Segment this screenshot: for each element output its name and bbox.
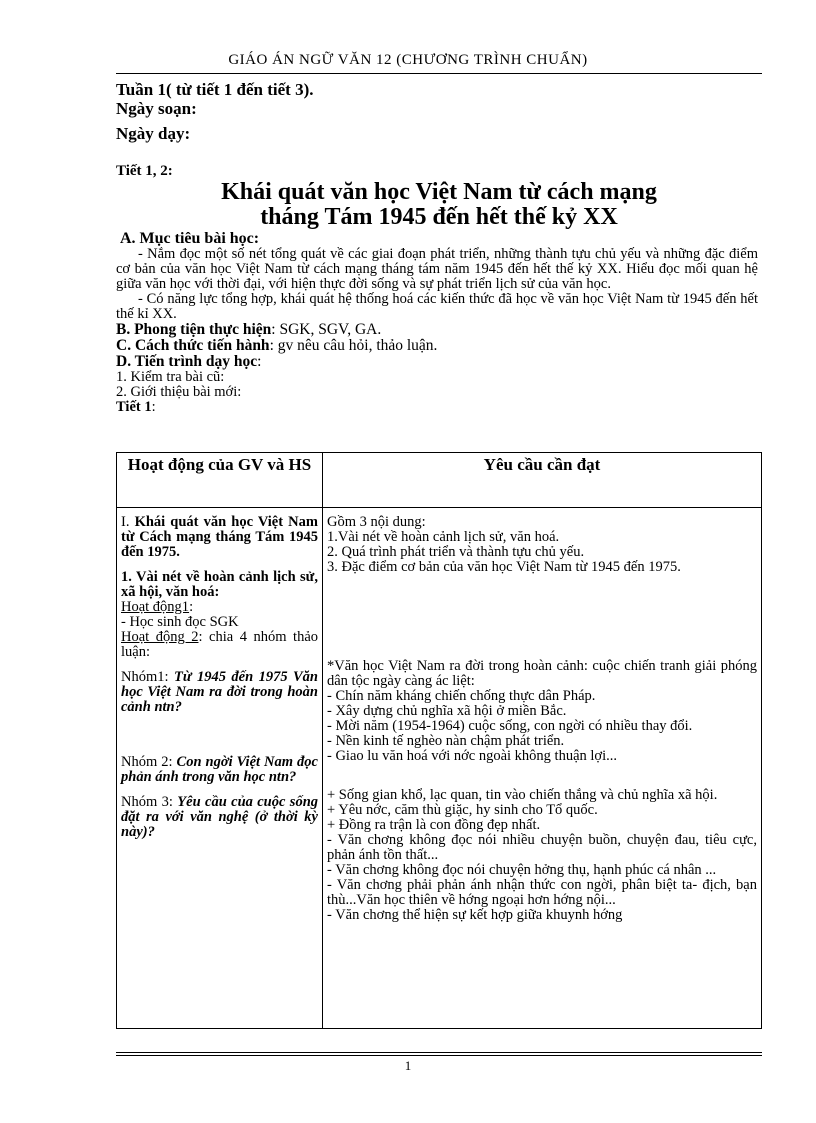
process-line — [116, 354, 758, 370]
activity-1-colon: : — [189, 599, 194, 615]
group-2-prefix: Nhóm 2: — [121, 754, 177, 770]
group-1-prefix: Nhóm1: — [121, 669, 174, 685]
activity-2-line — [121, 630, 318, 660]
group-3-question — [121, 795, 318, 840]
section-1-title: Khái quát văn học Việt Nam từ Cách mạng tháng Tám 1945 đến 1975. — [121, 514, 318, 560]
teach-date: Ngày dạy: — [116, 124, 191, 143]
means-text: : SGK, SGV, GA. — [271, 321, 382, 338]
requirements-cell — [323, 508, 762, 1029]
group-3-text: Yêu cầu của cuộc sống đặt ra với văn nghệ (ở thời kỳ này)? — [121, 794, 319, 840]
objectives-section — [116, 231, 758, 415]
context-item-5: - Giao lu văn hoá với nớc ngoài không thuận lợi... — [327, 748, 617, 764]
req-item-2: 2. Quá trình phát triển và thành tựu chủ yếu. — [327, 544, 585, 560]
process-heading: D. Tiến trình dạy học — [116, 353, 258, 370]
section-1-heading — [121, 515, 318, 560]
group-2-text: Con ngời Việt Nam đọc phản ánh trong văn học ntn? — [121, 754, 318, 785]
footer-rule-second — [116, 1055, 762, 1056]
period-1-line — [116, 400, 758, 415]
people-item-1: + Sống gian khổ, lạc quan, tin vào chiến thắng và chủ nghĩa xã hội. — [327, 787, 718, 803]
requirement-item-2: - Văn chơng không đọc nói chuyện hởng thụ, hạnh phúc cá nhân ... — [327, 862, 717, 878]
context-item-3: - Mời năm (1954-1964) cuộc sống, con ngời có nhiều thay đổi. — [327, 718, 693, 734]
req-item-1: 1.Vài nét về hoàn cảnh lịch sử, văn hoá. — [327, 529, 560, 545]
group-2-question — [121, 755, 318, 785]
activity-1-text: - Học sinh đọc SGK — [121, 614, 239, 630]
running-header: GIÁO ÁN NGỮ VĂN 12 (CHƯƠNG TRÌNH CHUẨN) — [228, 52, 588, 68]
requirement-item-4: - Văn chơng thể hiện sự kết hợp giữa khuynh hớng — [327, 907, 623, 923]
activity-2-label: Hoạt động 2 — [121, 629, 199, 645]
process-item-2: 2. Giới thiệu bài mới: — [116, 384, 242, 400]
header-activities: Hoạt động của GV và HS — [117, 453, 323, 508]
context-item-4: - Nền kinh tế nghèo nàn chậm phát triển. — [327, 733, 565, 749]
means-line — [116, 322, 758, 338]
table-row — [117, 508, 762, 1029]
people-item-2: + Yêu nớc, căm thù giặc, hy sinh cho Tổ quốc. — [327, 802, 598, 818]
page-number: 1 — [404, 1058, 412, 1073]
method-heading: C. Cách thức tiến hành — [116, 337, 270, 354]
lesson-title — [116, 180, 762, 230]
req-item-3: 3. Đặc điểm cơ bản của văn học Việt Nam từ 1945 đến 1975. — [327, 559, 681, 575]
req-intro: Gồm 3 nội dung: — [327, 514, 426, 530]
lesson-label: Tiết 1, 2: — [116, 163, 173, 179]
subsection-1-heading: 1. Vài nét về hoàn cảnh lịch sử, xã hội, văn hoá: — [121, 569, 318, 600]
method-line — [116, 338, 758, 354]
title-line-1: Khái quát văn học Việt Nam từ cách mạng — [221, 179, 657, 205]
means-heading: B. Phong tiện thực hiện — [116, 321, 272, 338]
header-requirements: Yêu cầu cần đạt — [323, 453, 762, 508]
requirement-item-1: - Văn chơng không đọc nói nhiều chuyện buồn, chuyện đau, tiêu cực, phản ánh tồn thất... — [327, 832, 757, 863]
context-item-1: - Chín năm kháng chiến chống thực dân Pháp. — [327, 688, 596, 704]
section-1-prefix: I. — [121, 514, 135, 530]
objectives-heading: A. Mục tiêu bài học: — [120, 230, 260, 247]
context-intro: *Văn học Việt Nam ra đời trong hoàn cảnh: cuộc chiến tranh giải phóng dân tộc ngày càng ác liệt: — [327, 658, 757, 689]
footer-rule — [116, 1052, 762, 1053]
context-item-2: - Xây dựng chủ nghĩa xã hội ở miền Bắc. — [327, 703, 567, 719]
requirement-item-3: - Văn chơng phải phản ánh nhận thức con ngời, phân biệt ta- địch, bạn thù...Văn học thiên về hớng ngoại hơn hớng nội... — [327, 877, 757, 908]
title-line-2: tháng Tám 1945 đến hết thế kỷ XX — [260, 204, 618, 230]
method-text: : gv nêu câu hỏi, thảo luận. — [269, 337, 438, 354]
group-3-prefix: Nhóm 3: — [121, 794, 178, 810]
header-rule — [116, 73, 762, 74]
objectives-paragraph-1: - Nắm đọc một số nét tổng quát về các giai đoạn phát triển, những thành tựu chủ yếu và những đặc điểm cơ bản của văn học Việt Nam từ cách mạng tháng tám năm 1945 đến hết thế kỷ XX. Hiểu đọc mối quan hệ giữa văn học với thời đại, với hiện thực đời sống và sự phát triển lịch sử của văn học. — [116, 246, 758, 292]
group-1-question — [121, 670, 318, 715]
group-1-text: Từ 1945 đến 1975 Văn học Việt Nam ra đời trong hoàn cảnh ntn? — [121, 669, 318, 715]
activity-1-line — [121, 600, 318, 615]
people-item-3: + Đồng ra trận là con đồng đẹp nhất. — [327, 817, 541, 833]
period-1-colon: : — [151, 399, 156, 415]
lesson-table — [116, 452, 762, 1029]
activity-1-label: Hoạt động1 — [121, 599, 190, 615]
activity-2-text: : chia 4 nhóm thảo luận: — [121, 629, 318, 660]
process-colon: : — [257, 353, 262, 370]
activities-cell — [117, 508, 323, 1029]
prep-date: Ngày soạn: — [116, 99, 197, 118]
objectives-paragraph-2: - Có năng lực tổng hợp, khái quát hệ thống hoá các kiến thức đã học về văn học Việt Nam từ 1945 đến hết thế kỉ XX. — [116, 291, 758, 322]
period-1-label: Tiết 1 — [116, 399, 152, 415]
week-line: Tuần 1( từ tiết 1 đến tiết 3). — [116, 80, 314, 99]
table-header-row — [117, 453, 762, 508]
process-item-1: 1. Kiểm tra bài cũ: — [116, 369, 225, 385]
